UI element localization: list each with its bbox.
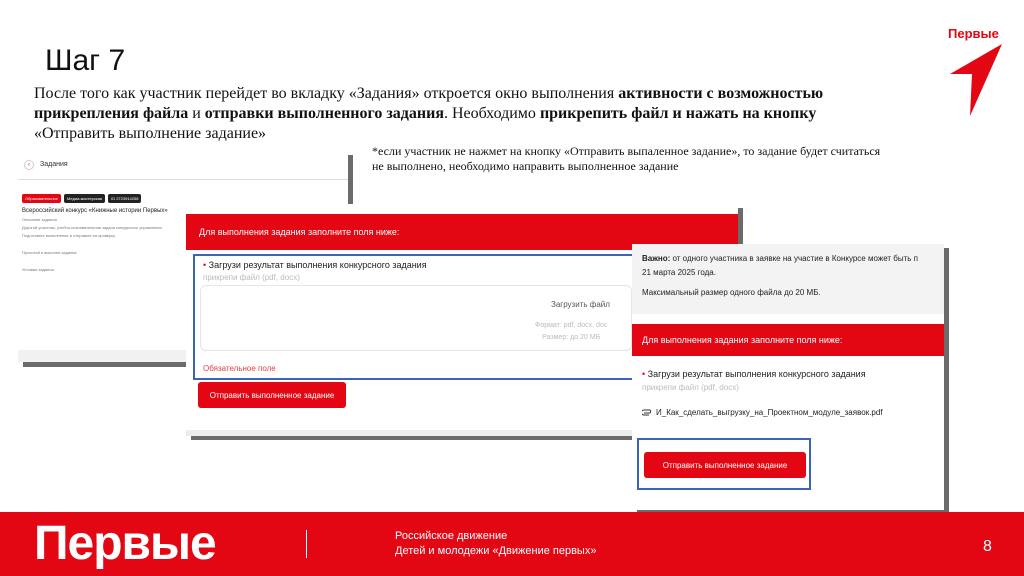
upload-field-hint: прикрепи файл (pdf, docx) xyxy=(642,383,739,392)
upload-field-hint: прикрепи файл (pdf, docx) xyxy=(203,273,300,282)
slide-footer xyxy=(0,512,1024,576)
footnote: *если участник не нажмет на кнопку «Отправить выпаленное задание», то задание будет считаться не выполнено, необходимо направить выполненное задание xyxy=(372,144,881,173)
slide-title: Шаг 7 xyxy=(45,44,126,77)
form-header: Для выполнения задания заполните поля ниже: xyxy=(632,324,944,356)
chevron-left-icon[interactable]: ‹ xyxy=(24,160,34,170)
tasks-header xyxy=(18,150,348,180)
upload-field-highlight xyxy=(193,254,637,380)
intro-text: После того как участник перейдет во вкладку «Задания» откроется окно выполнения активности с возможностью прикрепления файла и отправки выполненного задания. Необходимо прикрепить файл и нажать на кнопку «Отправить выполнение задание» xyxy=(34,85,824,142)
task-tag: Медиа-мастерская xyxy=(64,194,105,203)
form-header: Для выполнения задания заполните поля ниже: xyxy=(186,214,738,250)
upload-field-label: • Загрузи результат выполнения конкурсного задания xyxy=(642,369,866,379)
attached-file-name: И_Как_сделать_выгрузку_на_Проектном_модуле_заявок.pdf xyxy=(656,408,883,417)
paperclip-icon xyxy=(642,409,652,417)
upload-limits: Формат: pdf, docx, doc Размер: до 20 МБ xyxy=(535,322,608,341)
submit-task-button[interactable]: Отправить выполненное задание xyxy=(198,382,346,408)
submit-task-button[interactable]: Отправить выполненное задание xyxy=(644,452,806,478)
submit-button-highlight xyxy=(637,438,811,490)
task-line: Условия задания xyxy=(22,267,54,272)
brand-logo-mark xyxy=(950,44,1002,116)
task-tag: ID 2723914258 xyxy=(108,194,141,203)
brand-logo xyxy=(944,26,1004,118)
attached-file-screenshot xyxy=(632,244,944,510)
task-line: Описание задания xyxy=(22,217,57,222)
attached-file[interactable] xyxy=(642,408,883,417)
task-line: Дорогой участник, учебно-познавательная задача конкурсного упражнения xyxy=(22,225,162,230)
task-tags xyxy=(22,194,348,203)
tasks-header-title: Задания xyxy=(40,161,68,168)
footer-logo: Первые xyxy=(34,517,216,570)
task-line: Подготовьте выполнение и отправьте на проверку xyxy=(22,233,116,238)
task-tag: Образовательное xyxy=(22,194,61,203)
upload-field-label: • Загрузи результат выполнения конкурсного задания xyxy=(203,260,427,270)
task-title: Всероссийский конкурс «Книжные истории Первых» xyxy=(22,208,168,214)
brand-logo-text: Первые xyxy=(948,26,999,41)
important-notice: Важно: от одного участника в заявке на участие в Конкурсе может быть п 21 марта 2025 года. Максимальный размер одного файла до 20 МБ. xyxy=(632,244,944,314)
required-field-note: Обязательное поле xyxy=(203,364,276,373)
footer-divider xyxy=(306,530,307,558)
footer-org-name: Российское движение Детей и молодежи «Движение первых» xyxy=(395,530,597,557)
task-line: Прочитай и выполни задание xyxy=(22,250,77,255)
page-number: 8 xyxy=(983,538,992,555)
upload-file-link[interactable]: Загрузить файл xyxy=(551,300,610,309)
file-dropzone[interactable] xyxy=(200,285,632,351)
